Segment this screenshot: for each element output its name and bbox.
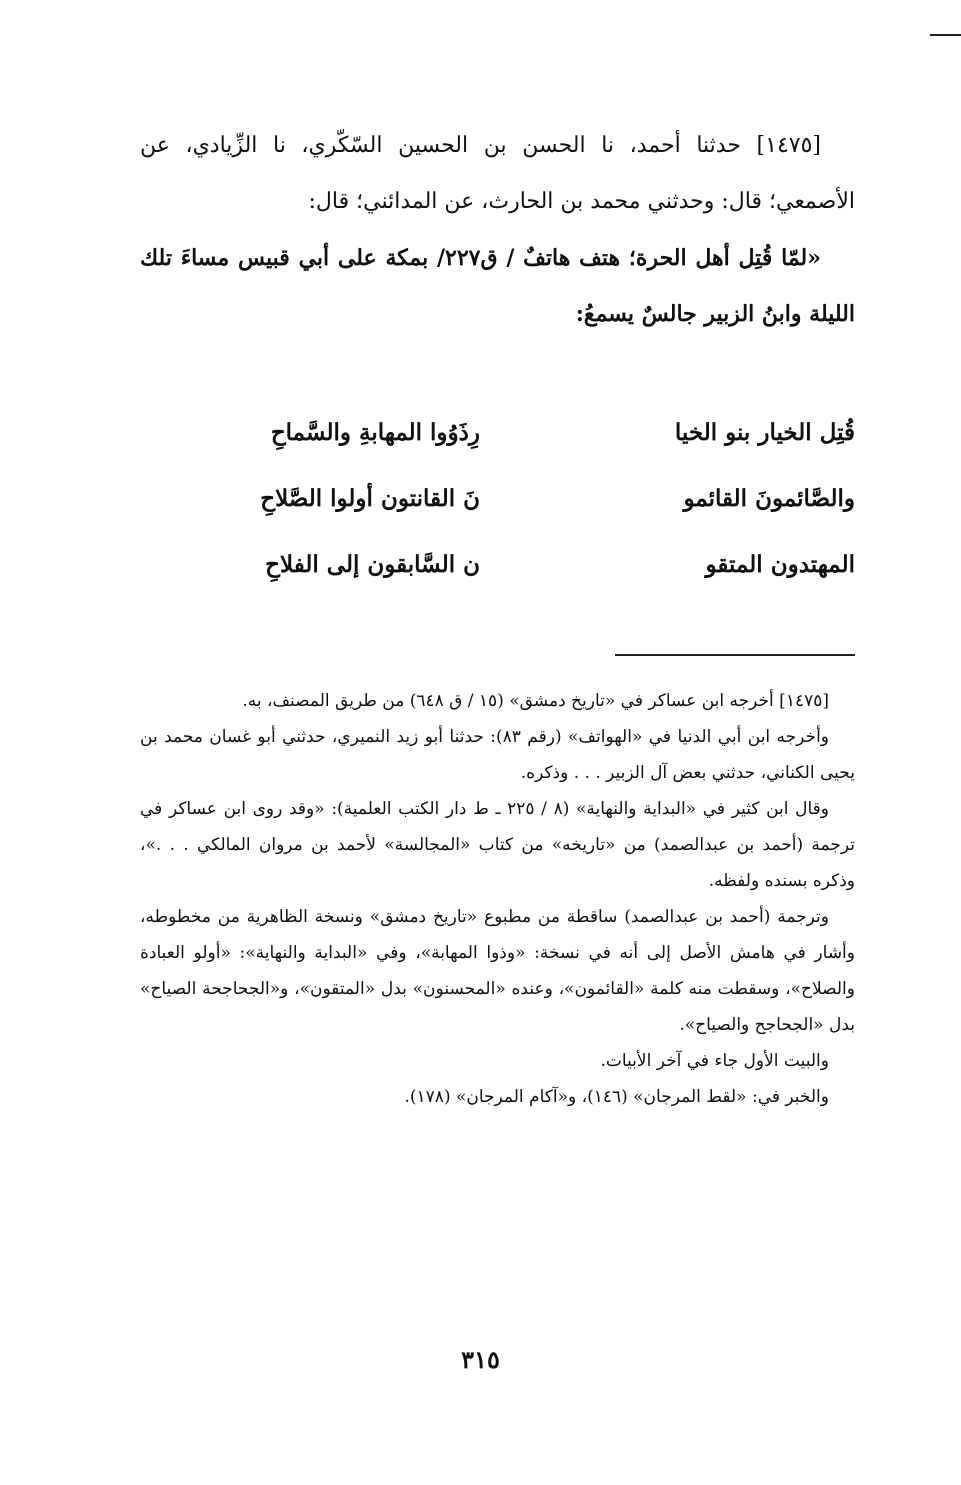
footnote-separator <box>615 654 855 656</box>
poem-hemistich-second: رِذَوُوا المهابةِ والسَّماحِ <box>270 419 480 446</box>
poem-hemistich-first: قُتِل الخيار بنو الخيا <box>674 419 855 446</box>
hadith-isnad: [١٤٧٥] حدثنا أحمد، نا الحسن بن الحسين السّكّري، نا الزِّيادي، عن الأصمعي؛ قال: وحدثني محمد بن الحارث، عن المدائني؛ قال: <box>140 133 855 214</box>
main-text <box>140 118 855 342</box>
footnotes <box>140 683 855 1115</box>
corner-mark <box>930 34 961 36</box>
footnote-paragraph: والبيت الأول جاء في آخر الأبيات. <box>600 1051 829 1071</box>
poem-verse <box>140 466 855 532</box>
poem-verse <box>140 400 855 466</box>
poem-hemistich-first: المهتدون المتقو <box>705 551 855 578</box>
page-number: ٣١٥ <box>461 1345 500 1374</box>
poem-verse <box>140 532 855 598</box>
footnote-paragraph: والخبر في: «لقط المرجان» (١٤٦)، و«آكام المرجان» (١٧٨). <box>404 1087 829 1107</box>
footnote-paragraph: [١٤٧٥] أخرجه ابن عساكر في «تاريخ دمشق» (١٥ / ق ٦٤٨) من طريق المصنف، به. <box>242 691 829 711</box>
poem-hemistich-second: ن السَّابقون إلى الفلاحِ <box>265 551 480 578</box>
poem-hemistich-first: والصَّائمونَ القائمو <box>683 485 855 512</box>
footnote-paragraph: وترجمة (أحمد بن عبدالصمد) ساقطة من مطبوع «تاريخ دمشق» ونسخة الظاهرية من مخطوطه، وأشار في هامش الأصل إلى أنه في نسخة: «وذوا المهابة»، وفي «البداية والنهاية»: «أولو العبادة والصلاح»، وسقطت منه كلمة «القائمون»، وعنده «المحسنون» بدل «المتقون»، و«الجحاجحة الصياح» بدل «الجحاجح والصياح». <box>140 907 855 1035</box>
poem <box>140 400 855 598</box>
footnote-paragraph: وقال ابن كثير في «البداية والنهاية» (٨ / ٢٢٥ ـ ط دار الكتب العلمية): «وقد روى ابن عساكر في ترجمة (أحمد بن عبدالصمد) من «تاريخه» من كتاب «المجالسة» لأحمد بن مروان المالكي . . .»، وذكره بسنده ولفظه. <box>140 799 855 891</box>
poem-hemistich-second: نَ القانتون أولوا الصَّلاحِ <box>260 485 480 512</box>
hadith-matn: «لمّا قُتِل أهل الحرة؛ هتف هاتفٌ / ق٢٢٧/ بمكة على أبي قبيس مساءَ تلك الليلة وابنُ الزبير جالسٌ يسمعُ: <box>140 245 855 327</box>
footnote-paragraph: وأخرجه ابن أبي الدنيا في «الهواتف» (رقم ٨٣): حدثنا أبو زيد النميري، حدثني أبو غسان محمد بن يحيى الكناني، حدثني بعض آل الزبير . . . وذكره. <box>140 727 855 783</box>
